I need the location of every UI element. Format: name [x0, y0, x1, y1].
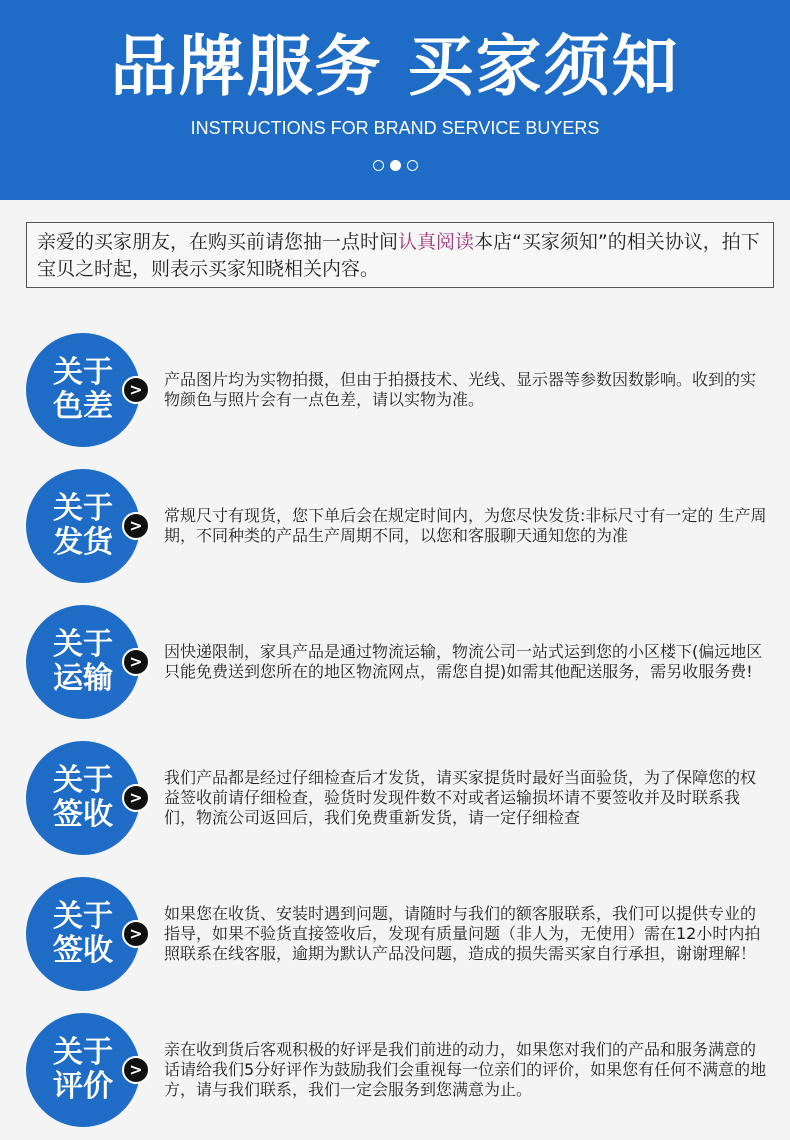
item-description: [164, 605, 770, 719]
badge-line1: 关于: [53, 763, 113, 798]
item-text: 如果您在收货、安装时遇到问题，请随时与我们的额客服联系，我们可以提供专业的指导，如果不验货直接签收后，发现有质量问题（非人为，无使用）需在12小时内拍照联系在线客服，逾期为默认产品没问题，造成的损失需买家自行承担，谢谢理解！: [164, 904, 761, 963]
buyer-notice-box: [26, 222, 774, 288]
item-text: 常规尺寸有现货，您下单后会在规定时间内，为您尽快发货:非标尺寸有一定的 生产周期，不同种类的产品生产周期不同，以您和客服聊天通知您的为准: [164, 506, 767, 545]
chevron-right-icon: >: [122, 376, 150, 404]
item-text: 我们产品都是经过仔细检查后才发货，请买家提货时最好当面验货，为了保障您的权益签收前请仔细检查，验货时发现件数不对或者运输损坏请不要签收并及时联系我们，物流公司返回后，我们免费重新发货，请一定仔细检查: [164, 768, 757, 827]
item-text: 因快递限制，家具产品是通过物流运输，物流公司一站式运到您的小区楼下(偏远地区只能免费送到您所在的地区物流网点，需您自提)如需其他配送服务，需另收服务费!: [164, 642, 763, 681]
page-subtitle: INSTRUCTIONS FOR BRAND SERVICE BUYERS: [190, 118, 600, 138]
item-description: [164, 877, 770, 991]
info-item-signing: [26, 741, 774, 855]
notice-text-before: 亲爱的买家朋友，在购买前请您抽一点时间: [37, 231, 399, 253]
info-item-color-difference: [26, 333, 774, 447]
badge-line2: 发货: [53, 525, 113, 560]
badge-line1: 关于: [53, 627, 113, 662]
badge-line1: 关于: [53, 1035, 113, 1070]
info-item-transport: [26, 605, 774, 719]
badge-line1: 关于: [53, 899, 113, 934]
item-description: [164, 741, 770, 855]
badge-line2: 签收: [53, 933, 113, 968]
badge-line1: 关于: [53, 491, 113, 526]
header-banner: [0, 0, 790, 200]
chevron-right-icon: >: [122, 1056, 150, 1084]
info-item-signing-2: [26, 877, 774, 991]
item-text: 亲在收到货后客观积极的好评是我们前进的动力，如果您对我们的产品和服务满意的话请给我们5分好评作为鼓励我们会重视每一位亲们的评价，如果您有任何不满意的地方，请与我们联系，我们一定会服务到您满意为止。: [164, 1040, 767, 1099]
carousel-dot[interactable]: [373, 160, 384, 171]
badge-line2: 运输: [53, 661, 113, 696]
badge-line1: 关于: [53, 355, 113, 390]
chevron-right-icon: >: [122, 784, 150, 812]
info-item-shipping: [26, 469, 774, 583]
item-text: 产品图片均为实物拍摄，但由于拍摄技术、光线、显示器等参数因数影响。收到的实物颜色与照片会有一点色差，请以实物为准。: [164, 370, 757, 409]
carousel-dot[interactable]: [407, 160, 418, 171]
page-title: 品牌服务 买家须知: [110, 28, 680, 105]
item-description: [164, 1013, 770, 1127]
item-description: [164, 333, 770, 447]
notice-text-after: 本店“买家须知”的相关协议，拍下宝贝之时起，则表示买家知晓相关内容。: [37, 231, 760, 280]
item-description: [164, 469, 770, 583]
badge-line2: 色差: [53, 389, 113, 424]
chevron-right-icon: >: [122, 920, 150, 948]
carousel-dots: [0, 160, 790, 171]
chevron-right-icon: >: [122, 648, 150, 676]
carousel-dot-active[interactable]: [390, 160, 401, 171]
chevron-right-icon: >: [122, 512, 150, 540]
info-item-review: [26, 1013, 774, 1127]
notice-highlight: 认真阅读: [398, 231, 475, 253]
badge-line2: 签收: [53, 797, 113, 832]
badge-line2: 评价: [53, 1069, 113, 1104]
